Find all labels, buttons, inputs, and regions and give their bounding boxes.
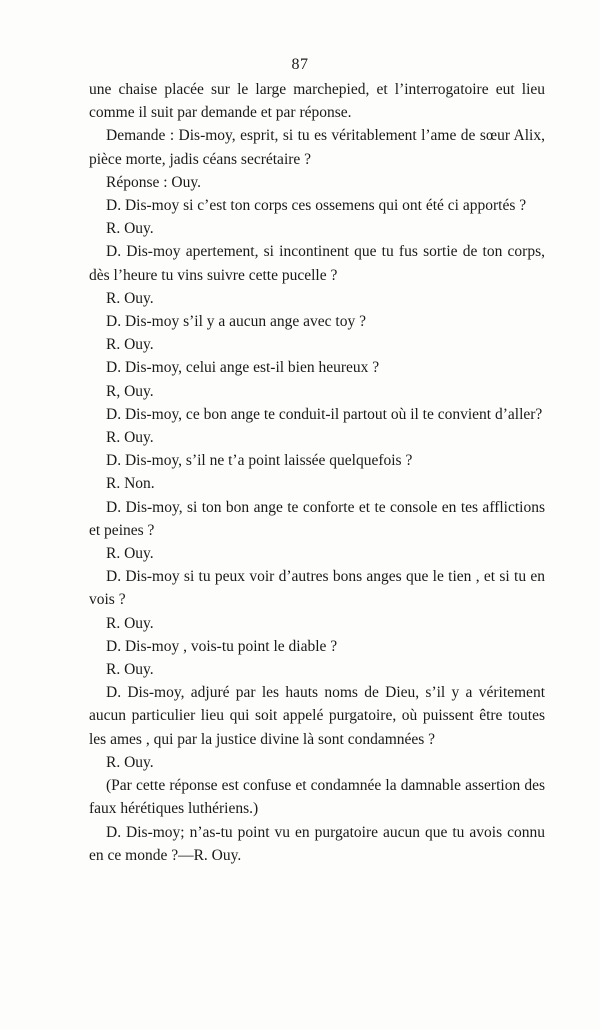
page-body-text [89, 78, 545, 867]
paragraph: R. Ouy. [106, 753, 154, 771]
paragraph: D. Dis-moy, adjuré par les hauts noms de Dieu, s’il y a véritement aucun particulier lieu qui soit appelé purgatoire, où puissent être toutes les ames , qui par la justice divine là sont condamnées ? [89, 684, 545, 748]
paragraph: R. Ouy. [106, 661, 154, 679]
paragraph: D. Dis-moy , vois-tu point le diable ? [106, 637, 338, 655]
paragraph: Demande : Dis-moy, esprit, si tu es véritablement l’ame de sœur Alix, pièce morte, jadis céans secrétaire ? [89, 127, 545, 168]
paragraph: D. Dis-moy, celui ange est-il bien heureux ? [106, 359, 380, 377]
paragraph: R. Ouy. [106, 614, 154, 632]
paragraph: R. Ouy. [106, 545, 154, 563]
paragraph: D. Dis-moy, s’il ne t’a point laissée quelquefois ? [106, 452, 413, 470]
paragraph: R. Ouy. [106, 289, 154, 307]
paragraph: D. Dis-moy s’il y a aucun ange avec toy ? [106, 313, 366, 331]
paragraph: D. Dis-moy, ce bon ange te conduit-il partout où il te convient d’aller? [106, 405, 543, 423]
paragraph: Réponse : Ouy. [106, 173, 201, 191]
paragraph: une chaise placée sur le large marchepied, et l’interrogatoire eut lieu comme il suit par demande et par réponse. [89, 81, 545, 122]
paragraph: D. Dis-moy, si ton bon ange te conforte et te console en tes afflictions et peines ? [89, 498, 545, 539]
paragraph: (Par cette réponse est confuse et condamnée la damnable assertion des faux hérétiques luthériens.) [89, 777, 545, 818]
paragraph: R. Ouy. [106, 336, 154, 354]
paragraph: D. Dis-moy; n’as-tu point vu en purgatoire aucun que tu avois connu en ce monde ?—R. Ouy. [89, 823, 545, 864]
paragraph: D. Dis-moy si c’est ton corps ces ossemens qui ont été ci apportés ? [106, 197, 527, 215]
page-number: 87 [291, 56, 309, 73]
paragraph: D. Dis-moy si tu peux voir d’autres bons anges que le tien , et si tu en vois ? [89, 568, 545, 609]
paragraph: R. Ouy. [106, 429, 154, 447]
paragraph: R. Non. [106, 475, 155, 493]
paragraph: R, Ouy. [106, 382, 154, 400]
paragraph: D. Dis-moy apertement, si incontinent que tu fus sortie de ton corps, dès l’heure tu vins suivre cette pucelle ? [89, 243, 545, 284]
paragraph: R. Ouy. [106, 220, 154, 238]
